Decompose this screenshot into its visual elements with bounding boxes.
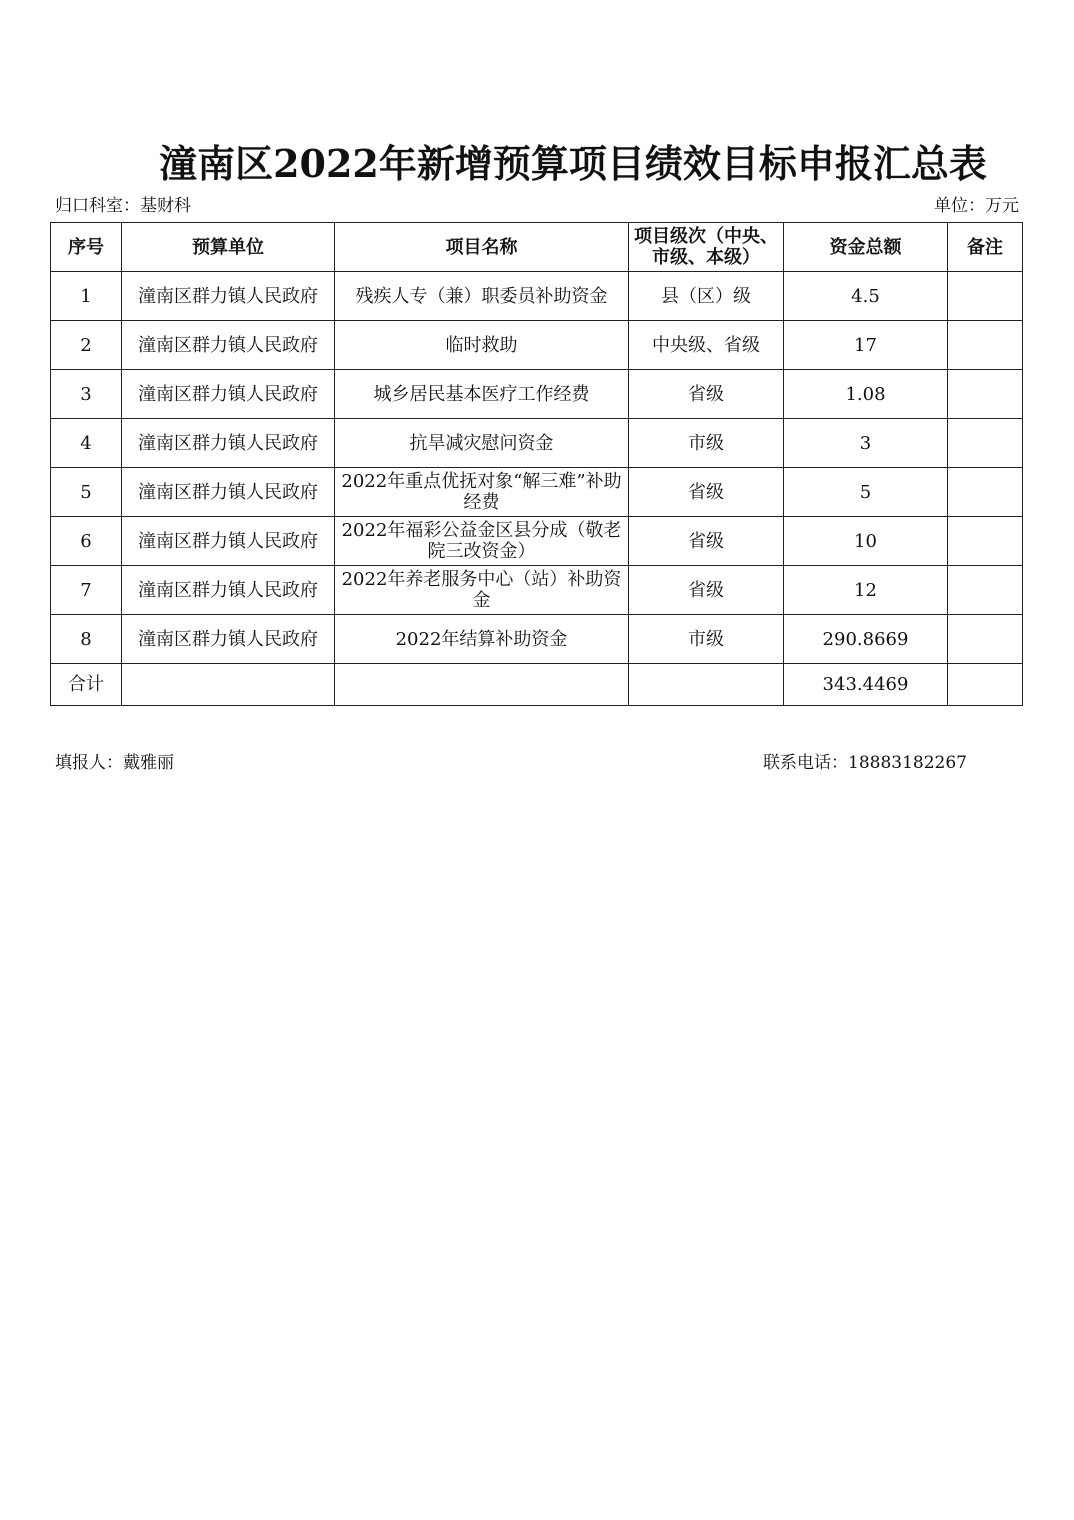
cell-remark bbox=[948, 566, 1023, 615]
cell-seq: 5 bbox=[51, 468, 122, 517]
cell-name: 2022年福彩公益金区县分成（敬老院三改资金） bbox=[335, 517, 629, 566]
cell-remark bbox=[948, 321, 1023, 370]
cell-level: 省级 bbox=[629, 517, 784, 566]
header-level: 项目级次（中央、市级、本级） bbox=[629, 223, 784, 272]
total-amount: 343.4469 bbox=[784, 664, 948, 706]
table-row bbox=[51, 517, 1023, 566]
document-title: 潼南区2022年新增预算项目绩效目标申报汇总表 bbox=[159, 141, 987, 186]
cell-name: 抗旱减灾慰问资金 bbox=[335, 419, 629, 468]
summary-table bbox=[50, 222, 1023, 706]
table-row bbox=[51, 321, 1023, 370]
cell-remark bbox=[948, 468, 1023, 517]
cell-unit: 潼南区群力镇人民政府 bbox=[122, 468, 335, 517]
header-remarks: 备注 bbox=[948, 223, 1023, 272]
cell-seq: 7 bbox=[51, 566, 122, 615]
cell-remark bbox=[948, 517, 1023, 566]
cell-seq: 2 bbox=[51, 321, 122, 370]
phone-label: 联系电话：18883182267 bbox=[763, 753, 967, 773]
cell-name: 城乡居民基本医疗工作经费 bbox=[335, 370, 629, 419]
table-header-row bbox=[51, 223, 1023, 272]
cell-amount: 4.5 bbox=[784, 272, 948, 321]
cell-remark bbox=[948, 272, 1023, 321]
cell-seq: 4 bbox=[51, 419, 122, 468]
cell-unit: 潼南区群力镇人民政府 bbox=[122, 272, 335, 321]
cell-amount: 3 bbox=[784, 419, 948, 468]
cell-unit: 潼南区群力镇人民政府 bbox=[122, 370, 335, 419]
total-empty-cell bbox=[335, 664, 629, 706]
cell-amount: 5 bbox=[784, 468, 948, 517]
cell-level: 县（区）级 bbox=[629, 272, 784, 321]
cell-remark bbox=[948, 419, 1023, 468]
unit-label: 单位：万元 bbox=[934, 196, 1019, 216]
total-label: 合计 bbox=[51, 664, 122, 706]
cell-level: 中央级、省级 bbox=[629, 321, 784, 370]
total-row bbox=[51, 664, 1023, 706]
filler-label: 填报人：戴雅丽 bbox=[55, 753, 174, 773]
total-empty-cell bbox=[629, 664, 784, 706]
cell-unit: 潼南区群力镇人民政府 bbox=[122, 615, 335, 664]
cell-unit: 潼南区群力镇人民政府 bbox=[122, 419, 335, 468]
cell-amount: 10 bbox=[784, 517, 948, 566]
cell-seq: 1 bbox=[51, 272, 122, 321]
cell-amount: 17 bbox=[784, 321, 948, 370]
cell-unit: 潼南区群力镇人民政府 bbox=[122, 517, 335, 566]
cell-unit: 潼南区群力镇人民政府 bbox=[122, 566, 335, 615]
total-empty-cell bbox=[122, 664, 335, 706]
department-label: 归口科室：基财科 bbox=[55, 196, 191, 216]
cell-name: 2022年养老服务中心（站）补助资金 bbox=[335, 566, 629, 615]
cell-seq: 8 bbox=[51, 615, 122, 664]
table-row bbox=[51, 370, 1023, 419]
cell-seq: 3 bbox=[51, 370, 122, 419]
header-total-funds: 资金总额 bbox=[784, 223, 948, 272]
cell-name: 2022年重点优抚对象“解三难”补助经费 bbox=[335, 468, 629, 517]
header-project-name: 项目名称 bbox=[335, 223, 629, 272]
cell-remark bbox=[948, 370, 1023, 419]
cell-name: 残疾人专（兼）职委员补助资金 bbox=[335, 272, 629, 321]
cell-level: 市级 bbox=[629, 615, 784, 664]
header-budget-unit: 预算单位 bbox=[122, 223, 335, 272]
cell-level: 省级 bbox=[629, 566, 784, 615]
cell-remark bbox=[948, 615, 1023, 664]
total-empty-cell bbox=[948, 664, 1023, 706]
table-row bbox=[51, 468, 1023, 517]
table-row bbox=[51, 272, 1023, 321]
cell-amount: 12 bbox=[784, 566, 948, 615]
table-row bbox=[51, 419, 1023, 468]
cell-name: 2022年结算补助资金 bbox=[335, 615, 629, 664]
cell-amount: 290.8669 bbox=[784, 615, 948, 664]
cell-amount: 1.08 bbox=[784, 370, 948, 419]
table-row bbox=[51, 566, 1023, 615]
cell-level: 市级 bbox=[629, 419, 784, 468]
cell-name: 临时救助 bbox=[335, 321, 629, 370]
cell-level: 省级 bbox=[629, 370, 784, 419]
header-seq: 序号 bbox=[51, 223, 122, 272]
cell-level: 省级 bbox=[629, 468, 784, 517]
cell-unit: 潼南区群力镇人民政府 bbox=[122, 321, 335, 370]
table-row bbox=[51, 615, 1023, 664]
cell-seq: 6 bbox=[51, 517, 122, 566]
